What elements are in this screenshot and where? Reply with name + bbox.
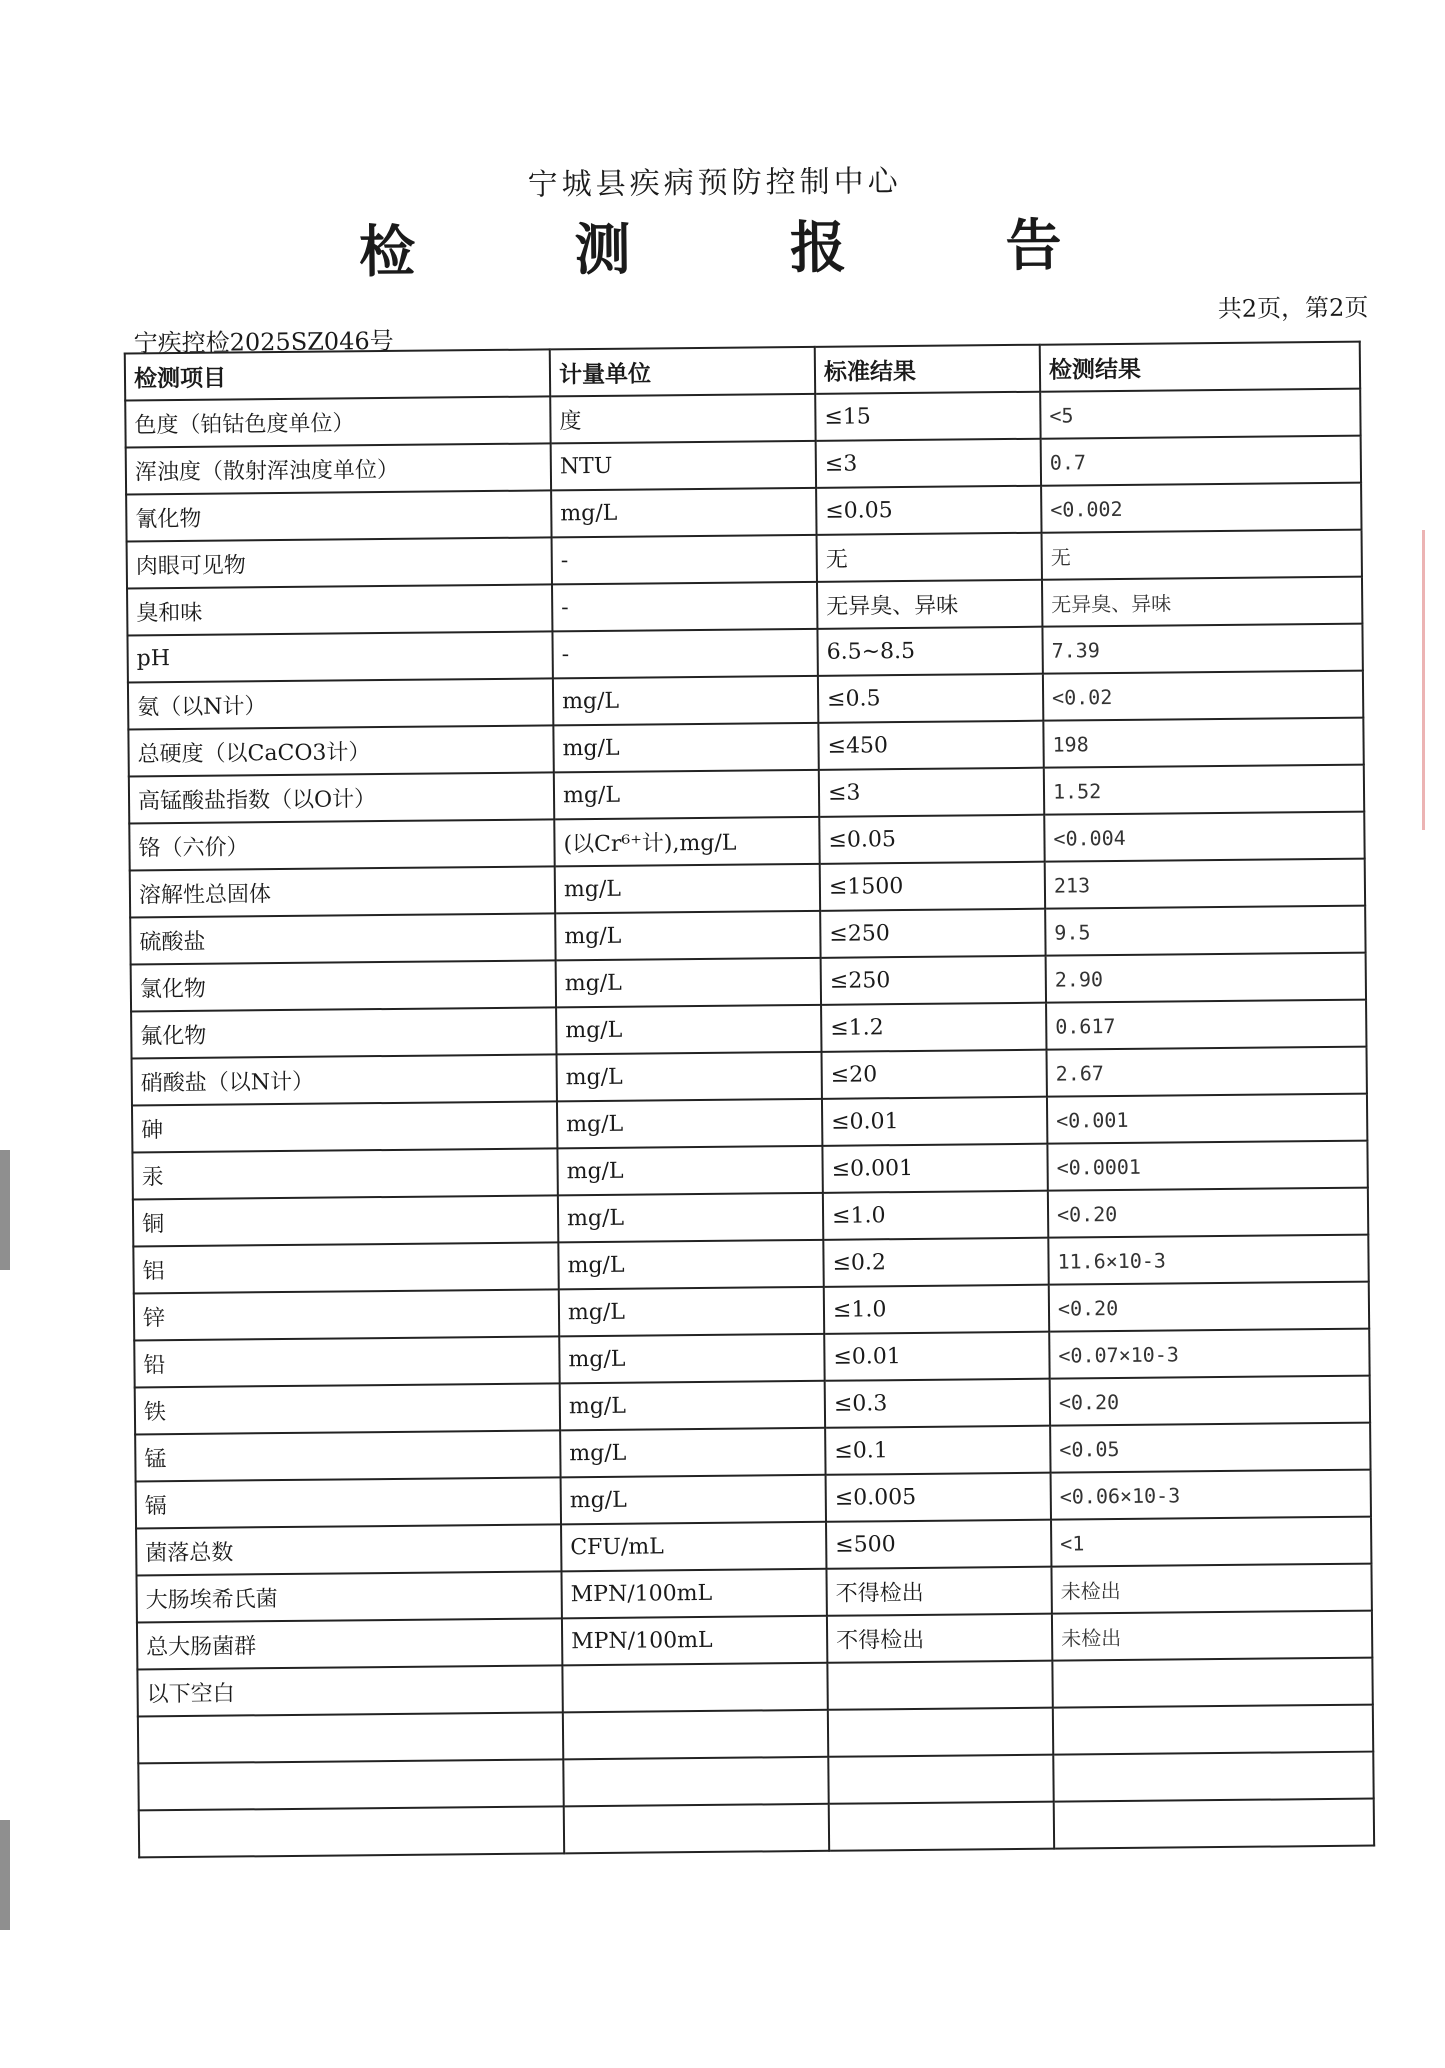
standard-cell <box>828 1708 1053 1757</box>
unit-cell <box>563 1757 828 1807</box>
item-cell: 铅 <box>134 1336 559 1387</box>
result-cell: 未检出 <box>1052 1611 1372 1661</box>
item-cell: 总硬度（以CaCO3计） <box>128 725 553 776</box>
unit-cell: - <box>552 629 817 679</box>
result-cell: 9.5 <box>1045 906 1365 956</box>
column-header-result: 检测结果 <box>1040 342 1360 392</box>
result-cell: <1 <box>1051 1517 1371 1567</box>
unit-cell: mg/L <box>554 770 819 820</box>
unit-cell <box>562 1663 827 1713</box>
result-cell <box>1053 1752 1373 1802</box>
standard-cell <box>829 1802 1054 1851</box>
unit-cell: 度 <box>550 394 815 444</box>
item-cell: 色度（铂钴色度单位） <box>125 396 550 447</box>
unit-cell: mg/L <box>555 911 820 961</box>
unit-cell: MPN/100mL <box>562 1616 827 1666</box>
scan-artifact <box>0 1820 10 1930</box>
result-cell <box>1053 1705 1373 1755</box>
standard-cell: ≤15 <box>815 392 1040 441</box>
unit-cell: - <box>552 535 817 585</box>
item-cell: 锰 <box>135 1430 560 1481</box>
result-cell: <5 <box>1040 389 1360 439</box>
item-cell: 浑浊度（散射浑浊度单位） <box>126 443 551 494</box>
standard-cell <box>828 1755 1053 1804</box>
item-cell: 以下空白 <box>137 1665 562 1716</box>
standard-cell: 无 <box>817 533 1042 582</box>
result-cell: 未检出 <box>1051 1564 1371 1614</box>
standard-cell: 不得检出 <box>826 1567 1051 1616</box>
item-cell <box>138 1712 563 1763</box>
unit-cell: mg/L <box>559 1287 824 1337</box>
item-cell: 铝 <box>133 1242 558 1293</box>
standard-cell: ≤3 <box>816 439 1041 488</box>
result-cell: 198 <box>1043 718 1363 768</box>
result-cell: <0.05 <box>1050 1423 1370 1473</box>
column-header-unit: 计量单位 <box>550 347 815 397</box>
item-cell: 铜 <box>133 1195 558 1246</box>
item-cell: 肉眼可见物 <box>127 537 552 588</box>
standard-cell: 不得检出 <box>827 1614 1052 1663</box>
standard-cell: ≤1.0 <box>823 1191 1048 1240</box>
unit-cell: mg/L <box>551 488 816 538</box>
standard-cell: ≤0.3 <box>825 1379 1050 1428</box>
result-cell: <0.004 <box>1044 812 1364 862</box>
standard-cell: ≤0.01 <box>822 1097 1047 1146</box>
result-cell: 0.617 <box>1046 1000 1366 1050</box>
standard-cell: ≤250 <box>820 909 1045 958</box>
item-cell: 大肠埃希氏菌 <box>136 1571 561 1622</box>
result-cell: <0.20 <box>1049 1282 1369 1332</box>
result-cell: 0.7 <box>1041 436 1361 486</box>
item-cell: 锌 <box>134 1289 559 1340</box>
result-cell: 1.52 <box>1044 765 1364 815</box>
unit-cell: mg/L <box>556 1005 821 1055</box>
unit-cell: mg/L <box>557 1099 822 1149</box>
item-cell: 铬（六价） <box>129 819 554 870</box>
unit-cell: - <box>552 582 817 632</box>
result-cell: 7.39 <box>1042 624 1362 674</box>
standard-cell: ≤500 <box>826 1520 1051 1569</box>
item-cell: 氰化物 <box>126 490 551 541</box>
unit-cell: mg/L <box>560 1381 825 1431</box>
result-cell: 无 <box>1042 530 1362 580</box>
report-title: 检 测 报 告 <box>358 211 1132 286</box>
report-number: 宁疾控检2025SZ046号 <box>133 326 394 358</box>
standard-cell: ≤1.2 <box>821 1003 1046 1052</box>
result-cell: <0.0001 <box>1047 1141 1367 1191</box>
result-cell: <0.06×10-3 <box>1051 1470 1371 1520</box>
item-cell: 氟化物 <box>131 1007 556 1058</box>
standard-cell: ≤3 <box>819 768 1044 817</box>
standard-cell: ≤0.2 <box>823 1238 1048 1287</box>
result-cell <box>1054 1799 1374 1849</box>
item-cell: pH <box>127 631 552 682</box>
standard-cell: ≤250 <box>821 956 1046 1005</box>
result-cell <box>1052 1658 1372 1708</box>
item-cell: 氯化物 <box>131 960 556 1011</box>
results-table <box>124 341 1375 1859</box>
unit-cell: mg/L <box>556 958 821 1008</box>
item-cell: 氨（以N计） <box>128 678 553 729</box>
item-cell: 高锰酸盐指数（以O计） <box>129 772 554 823</box>
result-cell: <0.20 <box>1048 1188 1368 1238</box>
item-cell: 铁 <box>135 1383 560 1434</box>
page-indicator: 共2页，第2页 <box>1217 293 1369 323</box>
item-cell: 镉 <box>136 1477 561 1528</box>
item-cell: 溶解性总固体 <box>130 866 555 917</box>
item-cell: 硝酸盐（以N计） <box>132 1054 557 1105</box>
result-cell: <0.07×10-3 <box>1049 1329 1369 1379</box>
item-cell: 汞 <box>132 1148 557 1199</box>
standard-cell: ≤0.1 <box>825 1426 1050 1475</box>
standard-cell: ≤0.001 <box>822 1144 1047 1193</box>
unit-cell: mg/L <box>561 1475 826 1525</box>
unit-cell: MPN/100mL <box>561 1569 826 1619</box>
result-cell: 213 <box>1045 859 1365 909</box>
unit-cell: (以Cr⁶⁺计),mg/L <box>554 817 819 867</box>
item-cell: 硫酸盐 <box>130 913 555 964</box>
item-cell: 砷 <box>132 1101 557 1152</box>
result-cell: 2.90 <box>1046 953 1366 1003</box>
unit-cell: mg/L <box>553 723 818 773</box>
unit-cell: mg/L <box>558 1193 823 1243</box>
unit-cell: mg/L <box>557 1052 822 1102</box>
result-cell: <0.02 <box>1043 671 1363 721</box>
scan-artifact <box>0 1150 10 1270</box>
standard-cell: ≤0.5 <box>818 674 1043 723</box>
standard-cell: ≤1.0 <box>824 1285 1049 1334</box>
unit-cell: mg/L <box>557 1146 822 1196</box>
standard-cell: 6.5~8.5 <box>817 627 1042 676</box>
standard-cell: 无异臭、异味 <box>817 580 1042 629</box>
unit-cell: mg/L <box>560 1428 825 1478</box>
column-header-item: 检测项目 <box>125 349 550 400</box>
unit-cell: mg/L <box>558 1240 823 1290</box>
table-body <box>125 389 1374 1858</box>
standard-cell: ≤0.05 <box>819 815 1044 864</box>
standard-cell: ≤20 <box>822 1050 1047 1099</box>
result-cell: <0.001 <box>1047 1094 1367 1144</box>
item-cell: 总大肠菌群 <box>137 1618 562 1669</box>
stamp-edge <box>1422 530 1445 830</box>
result-cell: 无异臭、异味 <box>1042 577 1362 627</box>
unit-cell: mg/L <box>559 1334 824 1384</box>
unit-cell: CFU/mL <box>561 1522 826 1572</box>
unit-cell <box>564 1804 829 1854</box>
standard-cell: ≤1500 <box>820 862 1045 911</box>
result-cell: 2.67 <box>1046 1047 1366 1097</box>
unit-cell: mg/L <box>555 864 820 914</box>
organization-name: 宁城县疾病预防控制中心 <box>527 164 902 203</box>
unit-cell <box>563 1710 828 1760</box>
item-cell <box>138 1759 563 1810</box>
item-cell <box>139 1806 564 1857</box>
result-cell: <0.002 <box>1041 483 1361 533</box>
unit-cell: mg/L <box>553 676 818 726</box>
result-cell: 11.6×10-3 <box>1048 1235 1368 1285</box>
column-header-standard: 标准结果 <box>815 345 1040 394</box>
item-cell: 臭和味 <box>127 584 552 635</box>
item-cell: 菌落总数 <box>136 1524 561 1575</box>
standard-cell: ≤0.01 <box>824 1332 1049 1381</box>
standard-cell: ≤0.05 <box>816 486 1041 535</box>
standard-cell <box>827 1661 1052 1710</box>
result-cell: <0.20 <box>1050 1376 1370 1426</box>
unit-cell: NTU <box>551 441 816 491</box>
standard-cell: ≤450 <box>818 721 1043 770</box>
standard-cell: ≤0.005 <box>826 1473 1051 1522</box>
